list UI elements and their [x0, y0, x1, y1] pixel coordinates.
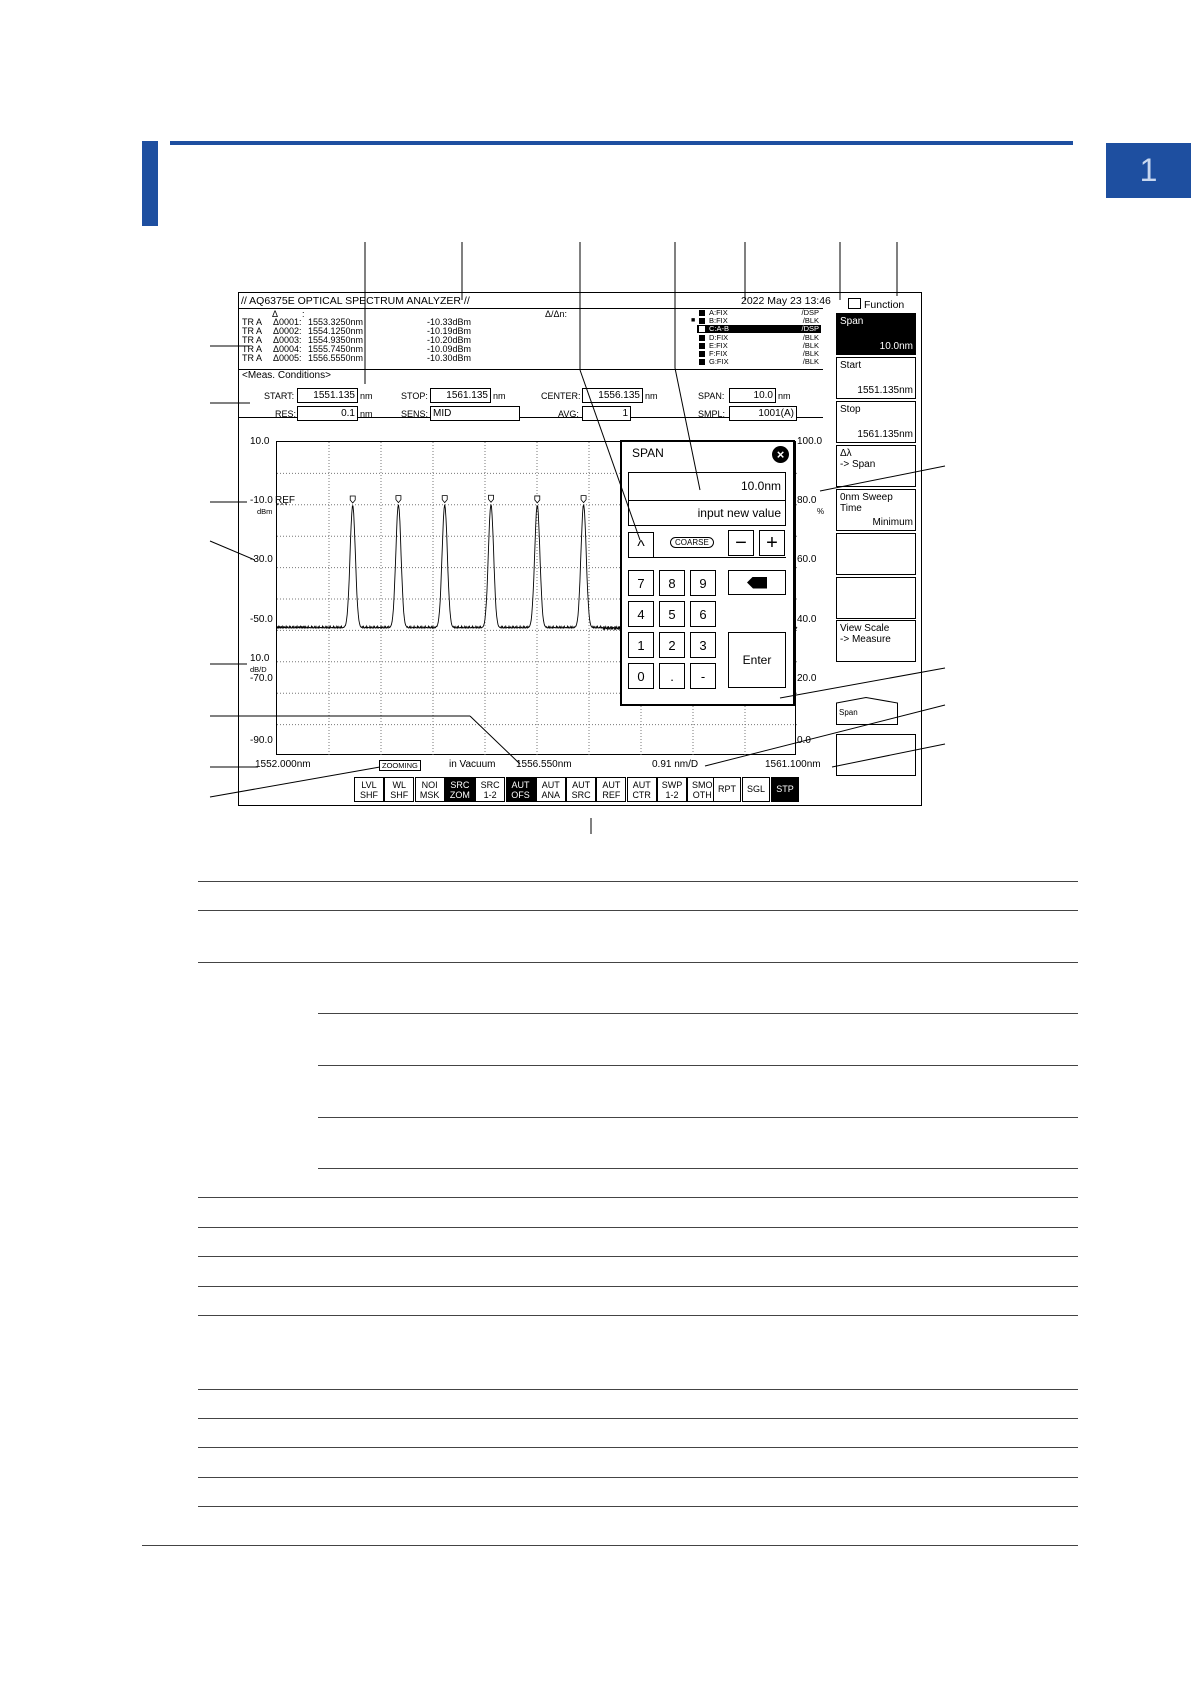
soft-key-line1: Stop	[840, 403, 861, 415]
right-tick-label: 0.0	[797, 735, 811, 747]
soft-key-label	[839, 707, 858, 718]
function-label: Function	[864, 299, 905, 311]
function-button[interactable]	[475, 777, 505, 802]
keypad-key[interactable]: 8	[659, 570, 685, 596]
sweep-button[interactable]: SGL	[742, 777, 770, 802]
function-button-line2: MSK	[419, 790, 440, 800]
function-button[interactable]	[848, 298, 904, 311]
soft-key-line2: Time	[840, 502, 862, 514]
keypad-key[interactable]: 0	[628, 663, 654, 689]
dialog-hint: input new value	[697, 506, 781, 520]
trace-list	[691, 308, 821, 367]
marker-wavelength: 1553.3250nm	[308, 317, 364, 327]
sens-label: SENS:	[401, 409, 429, 419]
span-dialog	[620, 440, 795, 706]
function-button-line1: AUT	[632, 780, 651, 790]
function-button[interactable]	[354, 777, 384, 802]
right-tick-label: 100.0	[797, 436, 823, 447]
trace-mode: /DSP	[801, 308, 819, 317]
marker-trace: TR A	[242, 317, 263, 327]
span-label: SPAN:	[698, 391, 725, 401]
soft-key-line1: View Scale	[840, 623, 890, 635]
table-rule	[198, 910, 1078, 911]
function-button-line1: LVL	[361, 780, 377, 790]
soft-key-line1: Start	[840, 359, 862, 371]
keypad-key[interactable]: -	[690, 663, 716, 689]
sweep-control-bar	[713, 777, 799, 802]
x-stop: 1561.100nm	[765, 759, 821, 770]
peak-marker	[442, 496, 447, 503]
start-field[interactable]: 1551.135	[297, 388, 358, 403]
trace-name: A:FIX	[709, 308, 728, 317]
trace-name: B:FIX	[709, 316, 728, 326]
soft-key[interactable]	[836, 697, 916, 725]
function-button[interactable]	[596, 777, 626, 802]
dialog-divider	[654, 557, 786, 558]
active-trace-dot: ■	[691, 317, 696, 325]
trace-name: D:FIX	[709, 332, 729, 342]
marker-trace: TR A	[242, 344, 263, 354]
marker-trace: TR A	[242, 335, 263, 345]
soft-key-value: 1561.135nm	[857, 428, 913, 440]
table-rule	[198, 881, 1078, 882]
avg-field[interactable]: 1	[582, 406, 631, 421]
function-button-line1: NOI	[421, 780, 438, 790]
keypad-key[interactable]: 5	[659, 601, 685, 627]
function-button-line2: CTR	[632, 790, 651, 800]
left-tick-label: -10.0	[250, 495, 273, 507]
function-button-line2: OFS	[511, 790, 530, 800]
marker-level: -10.33dBm	[427, 317, 472, 327]
res-unit: nm	[360, 409, 373, 419]
table-rule	[318, 1065, 1078, 1066]
stop-label: STOP:	[401, 391, 428, 401]
trace-square-icon	[699, 359, 705, 365]
scale-unit: dB/D	[250, 665, 267, 674]
scale-value: 10.0	[250, 653, 270, 664]
table-rule	[318, 1117, 1078, 1118]
soft-key[interactable]	[836, 313, 916, 355]
soft-key-value: 1551.135nm	[857, 384, 913, 396]
marker-level: -10.19dBm	[427, 326, 472, 336]
trace-square-icon	[699, 335, 705, 341]
trace-square-icon	[699, 343, 705, 349]
center-label: CENTER:	[541, 391, 581, 401]
soft-key-value: Minimum	[872, 516, 913, 528]
table-rule	[198, 1256, 1078, 1257]
soft-key-label	[840, 360, 861, 371]
peak-marker	[535, 496, 540, 503]
function-button-line1: AUT	[511, 780, 530, 790]
function-button-line1: SWP	[661, 780, 683, 790]
datetime: 2022 May 23 13:46	[741, 295, 831, 307]
left-tick-label: -70.0	[250, 672, 273, 684]
table-rule	[198, 1418, 1078, 1419]
center-field[interactable]: 1556.135	[582, 388, 643, 403]
x-center: 1556.550nm	[516, 759, 572, 770]
delta-n-header: Δ/Δn:	[545, 309, 568, 319]
trace-mode: /BLK	[802, 316, 819, 326]
marker-level: -10.20dBm	[427, 335, 472, 345]
function-button[interactable]	[627, 777, 657, 802]
window-icon	[848, 298, 861, 309]
function-button-line1: AUT	[572, 780, 591, 790]
trace-name: G:FIX	[709, 357, 729, 367]
soft-key[interactable]	[836, 734, 916, 776]
table-rule	[198, 1389, 1078, 1390]
keypad-key[interactable]: 9	[690, 570, 716, 596]
soft-key[interactable]	[836, 620, 916, 662]
keypad-key[interactable]: 2	[659, 632, 685, 658]
marker-level: -10.30dBm	[427, 353, 472, 363]
soft-key-label	[840, 448, 875, 470]
dialog-value-divider	[629, 500, 785, 501]
right-tick-label: 40.0	[797, 613, 817, 625]
sens-field[interactable]: MID	[430, 406, 520, 421]
soft-key-line1: Δλ	[840, 447, 852, 459]
table-rule	[198, 1227, 1078, 1228]
section-bar	[142, 141, 158, 226]
soft-key-label	[840, 623, 891, 645]
function-button-line2: ANA	[541, 790, 561, 800]
stop-field[interactable]: 1561.135	[430, 388, 491, 403]
keypad-key[interactable]: 1	[628, 632, 654, 658]
soft-key[interactable]	[836, 401, 916, 443]
function-button-line2: OTH	[692, 790, 712, 800]
table-rule	[198, 1506, 1078, 1507]
soft-key-line2: -> Measure	[840, 634, 891, 646]
marker-id: Δ0003:	[273, 335, 302, 345]
keypad-key[interactable]: 4	[628, 601, 654, 627]
smpl-label: SMPL:	[698, 409, 726, 419]
right-tick-label: 60.0	[797, 554, 817, 566]
close-icon[interactable]: ×	[772, 446, 789, 463]
table-rule	[198, 1477, 1078, 1478]
keypad-key[interactable]: 3	[690, 632, 716, 658]
osa-screen	[238, 292, 922, 806]
soft-key[interactable]	[836, 357, 916, 399]
function-button-line1: SRC	[480, 780, 500, 790]
marker-wavelength: 1554.1250nm	[308, 326, 364, 336]
right-unit: %	[817, 507, 825, 516]
start-label: START:	[264, 391, 295, 401]
trace-square-icon	[699, 326, 705, 332]
zooming-badge: ZOOMING	[379, 760, 421, 771]
trace-name: E:FIX	[709, 340, 728, 350]
trace-mode: /BLK	[802, 349, 819, 358]
trace-square-icon	[699, 310, 705, 316]
decrement-button[interactable]: −	[728, 530, 754, 556]
marker-wavelength: 1554.9350nm	[308, 335, 364, 345]
start-unit: nm	[360, 391, 373, 401]
function-button[interactable]	[657, 777, 687, 802]
backspace-icon	[747, 577, 767, 589]
soft-key[interactable]	[836, 489, 916, 531]
function-button-line2: SHF	[360, 790, 378, 800]
trace-mode: /BLK	[802, 332, 819, 342]
chapter-number: 1	[1139, 152, 1158, 188]
soft-key[interactable]	[836, 445, 916, 487]
trace-mode: /DSP	[801, 324, 819, 334]
enter-button[interactable]: Enter	[728, 632, 786, 688]
vacuum-label: in Vacuum	[449, 759, 496, 770]
soft-key-label	[840, 316, 863, 327]
header-rule	[170, 141, 1073, 145]
function-button-line2: SRC	[571, 790, 591, 800]
keypad-key[interactable]: 6	[690, 601, 716, 627]
dialog-title: SPAN	[632, 446, 664, 460]
soft-key[interactable]	[836, 577, 916, 619]
left-unit: dBm	[257, 507, 273, 516]
ref-label: REF	[275, 495, 295, 506]
x-start: 1552.000nm	[255, 759, 311, 770]
smpl-field[interactable]: 1001(A)	[729, 406, 797, 421]
peak-marker	[350, 496, 355, 503]
x-scale: 0.91 nm/D	[652, 759, 699, 770]
right-tick-label: 20.0	[797, 672, 817, 684]
coarse-button[interactable]: COARSE	[670, 537, 714, 548]
table-rule	[198, 962, 1078, 963]
table-rule	[318, 1013, 1078, 1014]
trace-square-icon	[699, 318, 705, 324]
left-tick-label: -50.0	[250, 613, 273, 625]
conditions-panel	[239, 370, 823, 418]
left-tick-label: 10.0	[250, 436, 270, 447]
table-rule	[318, 1168, 1078, 1169]
avg-label: AVG:	[558, 409, 579, 419]
function-button-line1: SMO	[692, 780, 713, 790]
soft-key-line2: -> Span	[840, 458, 876, 470]
trace-row[interactable]	[697, 358, 821, 366]
soft-key-line1: Span	[840, 316, 864, 327]
function-button[interactable]	[415, 777, 445, 802]
marker-id: Δ0002:	[273, 326, 302, 336]
function-button-line2: SHF	[390, 790, 409, 800]
peak-marker	[396, 496, 401, 503]
table-rule	[198, 1197, 1078, 1198]
trace-name: F:FIX	[709, 349, 728, 358]
screen-title: // AQ6375E OPTICAL SPECTRUM ANALYZER //	[241, 295, 470, 307]
footer-rule	[142, 1545, 1078, 1546]
chapter-tab	[1106, 143, 1191, 198]
center-unit: nm	[645, 391, 658, 401]
marker-wavelength: 1555.7450nm	[308, 344, 364, 354]
delta-colon: :	[302, 309, 305, 319]
marker-id: Δ0001:	[273, 317, 302, 327]
marker-id: Δ0005:	[273, 353, 302, 363]
function-button-line2: 1-2	[483, 790, 497, 800]
marker-trace: TR A	[242, 326, 263, 336]
backspace-button[interactable]	[728, 570, 786, 595]
function-button[interactable]	[566, 777, 596, 802]
function-button-line1: SRC	[450, 780, 470, 790]
peak-marker	[489, 495, 494, 502]
table-rule	[198, 1315, 1078, 1316]
res-field[interactable]: 0.1	[297, 406, 358, 421]
soft-key-line1: 0nm Sweep	[840, 491, 893, 503]
table-rule	[198, 1447, 1078, 1448]
trace-mode: /BLK	[802, 340, 819, 350]
function-button[interactable]	[506, 777, 536, 802]
res-label: RES:	[275, 409, 297, 419]
function-button[interactable]	[384, 777, 414, 802]
soft-key[interactable]	[836, 533, 916, 575]
marker-level: -10.09dBm	[427, 344, 472, 354]
keypad-key[interactable]: 7	[628, 570, 654, 596]
sweep-button[interactable]: RPT	[713, 777, 741, 802]
value-display	[628, 472, 786, 526]
collapse-button[interactable]: ^	[628, 532, 654, 558]
keypad-key[interactable]: .	[659, 663, 685, 689]
function-button-line1: AUT	[541, 780, 560, 790]
marker-trace: TR A	[242, 353, 263, 363]
function-button-line2: REF	[602, 790, 621, 800]
dialog-value: 10.0nm	[740, 479, 781, 493]
function-button-line2: ZOM	[449, 790, 470, 800]
function-button[interactable]	[536, 777, 566, 802]
function-button-line1: WL	[392, 780, 407, 790]
trace-name: C:A-B	[709, 324, 730, 334]
peak-marker	[581, 496, 586, 503]
marker-id: Δ0004:	[273, 344, 302, 354]
trace-mode: /BLK	[802, 357, 819, 367]
marker-wavelength: 1556.5550nm	[308, 353, 364, 363]
table-rule	[198, 1286, 1078, 1287]
span-field[interactable]: 10.0	[729, 388, 776, 403]
increment-button[interactable]: +	[759, 530, 785, 556]
function-button-line1: AUT	[602, 780, 621, 790]
right-tick-label: 80.0	[797, 495, 817, 507]
soft-key-value: 10.0nm	[879, 341, 913, 352]
left-tick-label: -30.0	[250, 554, 273, 566]
span-unit: nm	[778, 391, 791, 401]
function-button-line2: 1-2	[665, 790, 679, 800]
marker-row	[242, 354, 492, 363]
trace-square-icon	[699, 351, 705, 357]
delta-header: Δ	[272, 309, 279, 319]
soft-key-label	[840, 492, 893, 514]
stop-unit: nm	[493, 391, 506, 401]
soft-key-line1: Span	[839, 708, 858, 717]
left-tick-label: -90.0	[250, 735, 273, 747]
conditions-title: <Meas. Conditions>	[242, 370, 331, 381]
function-button[interactable]	[445, 777, 475, 802]
soft-key-label	[840, 404, 861, 415]
sweep-button[interactable]: STP	[771, 777, 799, 802]
